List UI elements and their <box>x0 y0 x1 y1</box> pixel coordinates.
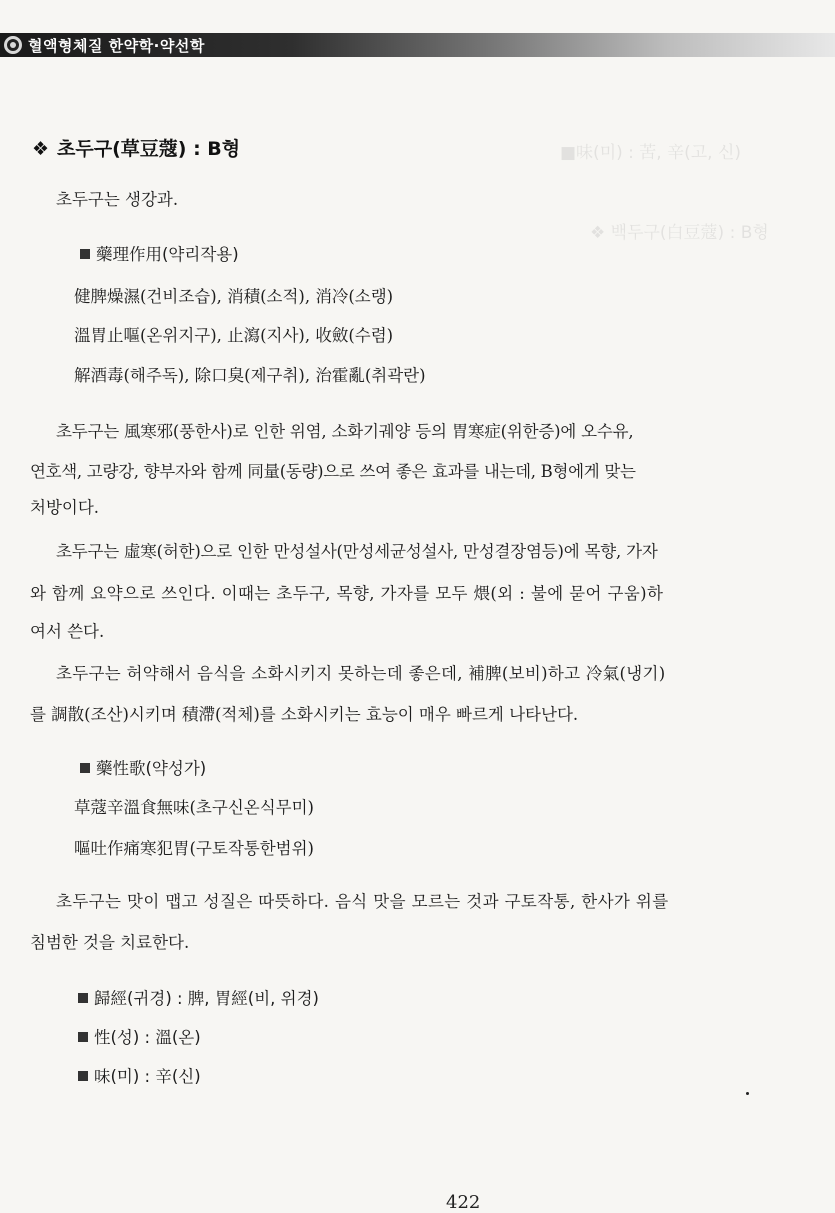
paragraph-line: 연호색, 고량강, 향부자와 함께 同量(동량)으로 쓰여 좋은 효과를 내는데, B형에게 맞는 <box>30 462 636 481</box>
square-bullet-icon <box>78 993 88 1003</box>
square-bullet-icon <box>80 249 90 259</box>
ink-speck <box>746 1092 749 1095</box>
song-title <box>80 758 206 780</box>
property-line <box>78 1027 201 1049</box>
paragraph-line: 처방이다. <box>30 498 100 517</box>
square-bullet-icon <box>78 1071 88 1081</box>
chapter-title: 혈액형체질 한약학·약선학 <box>28 37 205 55</box>
paragraph-line: 여서 쓴다. <box>30 622 105 641</box>
pharmacology-line: 健脾燥濕(건비조습), 消積(소적), 消冷(소랭) <box>74 287 394 306</box>
square-bullet-icon <box>78 1032 88 1042</box>
song-title-text: 藥性歌(약성가) <box>96 759 207 778</box>
property-nature: 性(성) : 溫(온) <box>94 1028 201 1047</box>
property-line <box>78 1066 201 1088</box>
paragraph-line: 초두구는 虛寒(허한)으로 인한 만성설사(만성세균성설사, 만성결장염등)에 목향, 가자 <box>56 542 658 561</box>
herb-heading-text: 초두구(草豆蔻) : B형 <box>57 138 241 160</box>
herb-heading <box>32 134 240 161</box>
diamond-bullet-icon: ❖ <box>32 138 50 160</box>
paragraph-line: 초두구는 맛이 맵고 성질은 따뜻하다. 음식 맛을 모르는 것과 구토작통, 한사가 위를 <box>56 892 669 911</box>
bleed-through-text: ❖ 백두구(白豆蔻) : B형 <box>590 223 769 243</box>
paragraph-line: 초두구는 허약해서 음식을 소화시키지 못하는데 좋은데, 補脾(보비)하고 冷氣(냉기) <box>56 664 666 683</box>
circle-bullet-icon <box>4 36 22 54</box>
pharmacology-line: 溫胃止嘔(온위지구), 止瀉(지사), 收斂(수렴) <box>74 326 394 345</box>
song-line: 草蔻辛溫食無味(초구신온식무미) <box>74 798 314 817</box>
pharmacology-line: 解酒毒(해주독), 除口臭(제구취), 治霍亂(취곽란) <box>74 366 426 385</box>
square-bullet-icon <box>80 763 90 773</box>
property-flavor: 味(미) : 辛(신) <box>94 1067 201 1086</box>
pharmacology-title-text: 藥理作用(약리작용) <box>96 245 239 264</box>
page-number: 422 <box>446 1192 481 1213</box>
intro-text: 초두구는 생강과. <box>56 190 179 209</box>
paragraph-line: 와 함께 요약으로 쓰인다. 이때는 초두구, 목향, 가자를 모두 煨(외 : 불에 묻어 구움)하 <box>30 584 664 603</box>
chapter-header-bar <box>0 33 835 57</box>
property-line <box>78 988 319 1010</box>
paragraph-line: 를 調散(조산)시키며 積滯(적체)를 소화시키는 효능이 매우 빠르게 나타난다. <box>30 705 579 724</box>
property-meridian: 歸經(귀경) : 脾, 胃經(비, 위경) <box>94 989 319 1008</box>
song-line: 嘔吐作痛寒犯胃(구토작통한범위) <box>74 839 314 858</box>
paragraph-line: 침범한 것을 치료한다. <box>30 933 190 952</box>
paragraph-line: 초두구는 風寒邪(풍한사)로 인한 위염, 소화기궤양 등의 胃寒症(위한증)에 오수유, <box>56 422 634 441</box>
pharmacology-title <box>80 244 239 266</box>
bleed-through-text: ■味(미) : 苦, 辛(고, 신) <box>560 143 742 163</box>
